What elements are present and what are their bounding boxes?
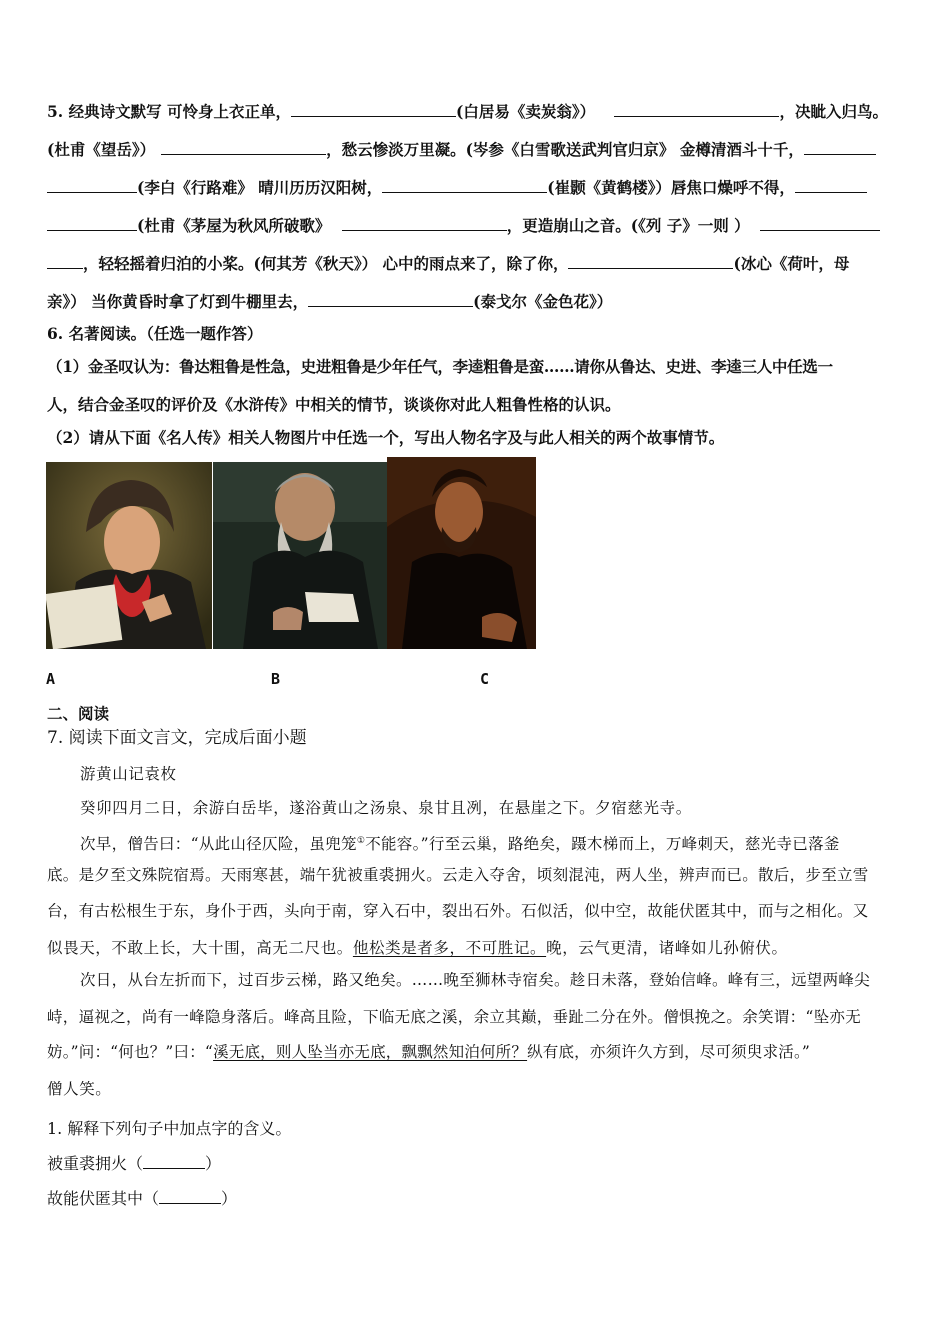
q5-text: 5. 经典诗文默写 可怜身上衣正单， bbox=[47, 102, 291, 121]
para2-line3: 台，有古松根生于东，身仆于西，头向于南，穿入石中，裂出石外。石似活，似中空，故能伏匿其中，而与之相化。又 bbox=[47, 902, 869, 920]
q6-part2: （2）请从下面《名人传》相关人物图片中任选一个，写出人物名字及与此人相关的两个故事情节。 bbox=[47, 428, 725, 447]
para2-line4 bbox=[47, 936, 909, 960]
answer-blank[interactable] bbox=[760, 214, 880, 231]
q5-line-6 bbox=[47, 290, 909, 314]
portrait-c-illustration bbox=[387, 457, 536, 649]
answer-blank[interactable] bbox=[342, 214, 507, 231]
sub-item-text: 被重裘拥火（ bbox=[47, 1154, 144, 1173]
q5-source: (冰心《荷叶，母 bbox=[733, 254, 850, 273]
answer-blank[interactable] bbox=[614, 100, 779, 117]
q5-source: (杜甫《茅屋为秋风所破歌》 bbox=[137, 216, 331, 235]
q5-text: 亲》） 当你黄昏时拿了灯到牛棚里去， bbox=[47, 292, 309, 311]
q5-line-5 bbox=[47, 252, 909, 276]
para1: 癸卯四月二日，余游白岳毕，遂浴黄山之汤泉、泉甘且冽，在悬崖之下。夕宿慈光寺。 bbox=[80, 799, 692, 817]
portrait-label-c: C bbox=[480, 670, 490, 688]
q5-text: ，决眦入归鸟。 bbox=[779, 102, 888, 121]
answer-blank[interactable] bbox=[47, 214, 137, 231]
para2-text: 不能容。”行至云巢，路绝矣，蹑木梯而上，万峰刺天，慈光寺已落釜 bbox=[365, 835, 840, 854]
answer-blank[interactable] bbox=[159, 1187, 221, 1204]
section-2-title: 二、阅读 bbox=[47, 704, 110, 723]
para2-text: 晚，云气更清，诸峰如儿孙俯伏。 bbox=[546, 939, 788, 957]
q5-line-3 bbox=[47, 176, 909, 200]
portrait-a-image[interactable] bbox=[46, 462, 212, 649]
q7-title: 7. 阅读下面文言文，完成后面小题 bbox=[47, 728, 307, 748]
q5-line-1 bbox=[47, 100, 909, 124]
underlined-sentence: 溪无底，则人坠当亦无底，飘飘然知泊何所？ bbox=[213, 1043, 528, 1061]
q5-line-4 bbox=[47, 214, 909, 238]
para2-line2: 底。是夕至文殊院宿焉。天雨寒甚，端午犹被重裘拥火。云走入夺舍，顷刻混沌，两人坐，辨声而已。散后，步至立雪 bbox=[47, 866, 869, 884]
sub-item-text: 故能伏匿其中（ bbox=[47, 1189, 160, 1208]
q6-title: 6. 名著阅读。（任选一题作答） bbox=[47, 324, 263, 343]
answer-blank[interactable] bbox=[795, 176, 867, 193]
answer-blank[interactable] bbox=[804, 138, 876, 155]
portrait-b-illustration bbox=[213, 462, 387, 649]
answer-blank[interactable] bbox=[291, 100, 456, 117]
sub-item-2 bbox=[47, 1187, 909, 1211]
para2-text: 似畏天，不敢上长，大十围，高无二尺也。 bbox=[47, 939, 353, 957]
underlined-sentence: 他松类是者多，不可胜记。 bbox=[352, 939, 547, 957]
answer-blank[interactable] bbox=[308, 290, 473, 307]
q5-text: ，轻轻摇着归泊的小桨。(何其芳《秋天》） 心中的雨点来了，除了你， bbox=[83, 254, 569, 273]
article-title: 游黄山记袁枚 bbox=[80, 765, 177, 783]
q6-part1-line1: （1）金圣叹认为：鲁达粗鲁是性急，史进粗鲁是少年任气，李逵粗鲁是蛮……请你从鲁达、史进、李逵三人中任选一 bbox=[47, 357, 833, 376]
q5-line-2 bbox=[47, 138, 909, 162]
answer-blank[interactable] bbox=[47, 176, 137, 193]
footnote-marker: ① bbox=[356, 836, 366, 846]
q6-part1-line2: 人，结合金圣叹的评价及《水浒传》中相关的情节，谈谈你对此人粗鲁性格的认识。 bbox=[47, 395, 621, 414]
q5-text: (李白《行路难》 晴川历历汉阳树， bbox=[137, 178, 383, 197]
portrait-label-b: B bbox=[271, 670, 281, 688]
answer-blank[interactable] bbox=[143, 1152, 205, 1169]
q5-source: (白居易《卖炭翁》） bbox=[455, 102, 596, 121]
para3-line3 bbox=[47, 1040, 909, 1064]
q5-text: ，愁云惨淡万里凝。(岑参《白雪歌送武判官归京》 金樽清酒斗十千， bbox=[326, 140, 804, 159]
portrait-b-image[interactable] bbox=[213, 462, 387, 649]
para2-text: 次早，僧告曰：“从此山径仄险，虽兜笼 bbox=[80, 835, 357, 854]
para3-text: 妨。”问：“何也？”曰：“ bbox=[47, 1043, 214, 1061]
para3-line2: 峙，逼视之，尚有一峰隐身落后。峰高且险，下临无底之溪，余立其巅，垂趾二分在外。僧惧挽之。余笑谓：“坠亦无 bbox=[47, 1008, 862, 1026]
answer-blank[interactable] bbox=[382, 176, 547, 193]
sub-item-text: ） bbox=[221, 1189, 238, 1208]
sub-item-text: ） bbox=[205, 1154, 222, 1173]
para2-line1 bbox=[80, 829, 909, 856]
portrait-a-illustration bbox=[46, 462, 212, 649]
portrait-c-image[interactable] bbox=[387, 457, 536, 649]
para3-line1: 次日，从台左折而下，过百步云梯，路又绝矣。……晚至狮林寺宿矣。趁日未落，登始信峰。峰有三，远望两峰尖 bbox=[80, 971, 871, 989]
para3-text: 纵有底，亦须许久方到，尽可须臾求活。” bbox=[527, 1043, 811, 1061]
portrait-label-a: A bbox=[46, 670, 56, 688]
sub-item-1 bbox=[47, 1152, 909, 1176]
q5-source: (杜甫《望岳》） bbox=[47, 140, 156, 159]
answer-blank[interactable] bbox=[568, 252, 733, 269]
para3-line4: 僧人笑。 bbox=[47, 1080, 112, 1098]
sub-question-1: 1. 解释下列句子中加点字的含义。 bbox=[47, 1119, 292, 1138]
q5-source: (泰戈尔《金色花》） bbox=[473, 292, 613, 311]
q5-text: (崔颢《黄鹤楼》）唇焦口燥呼不得， bbox=[547, 178, 795, 197]
answer-blank[interactable] bbox=[161, 138, 326, 155]
q5-text: ，更造崩山之音。(《列 子》一则 ） bbox=[506, 216, 750, 235]
answer-blank[interactable] bbox=[47, 252, 83, 269]
